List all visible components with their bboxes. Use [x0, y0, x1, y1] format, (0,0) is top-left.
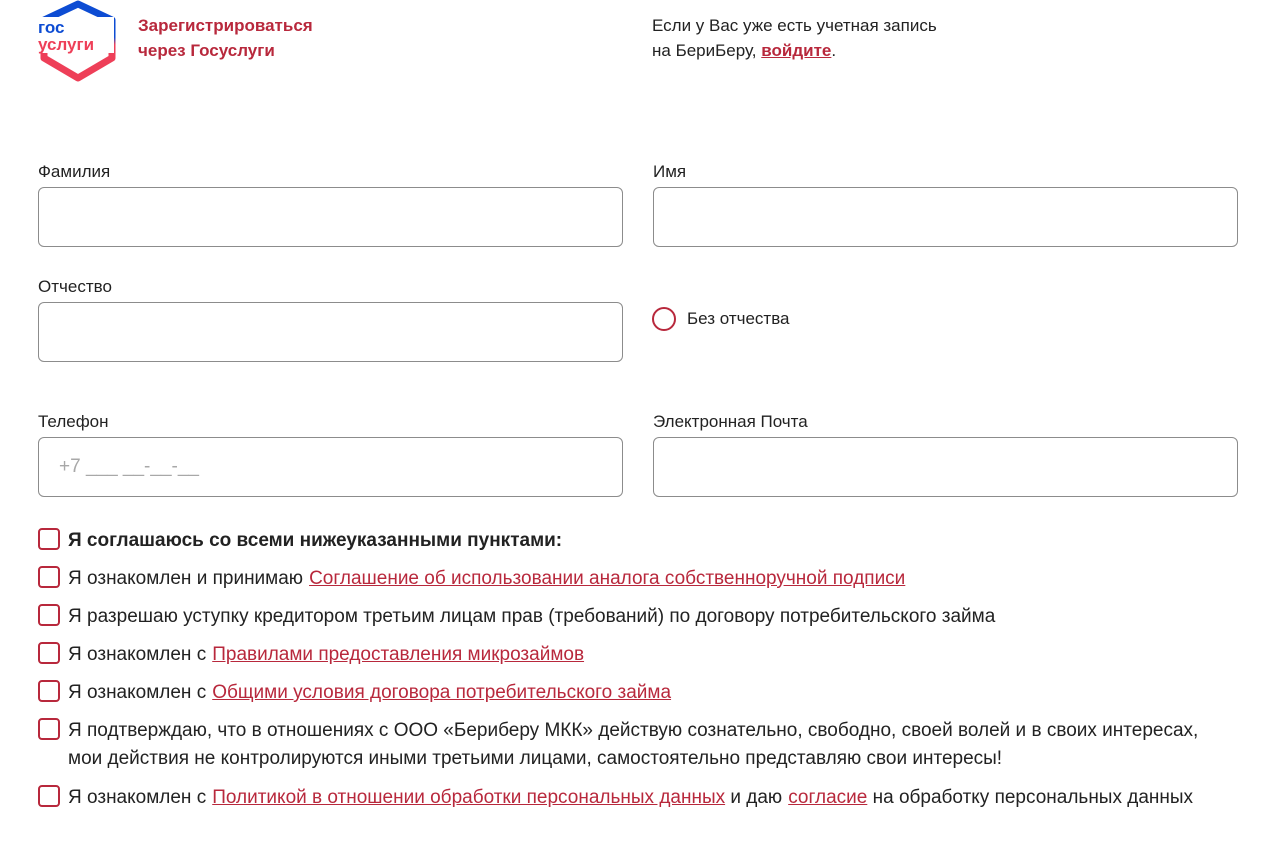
login-note: [652, 13, 952, 63]
consent-link[interactable]: согласие: [788, 787, 868, 808]
patronymic-input[interactable]: [38, 302, 623, 362]
loan-conditions-link[interactable]: Общими условия договора потребительского займа: [212, 682, 672, 703]
gosuslugi-logo[interactable]: [34, 0, 122, 84]
logo-text-top: гос: [38, 18, 65, 37]
last-name-input[interactable]: [38, 187, 623, 247]
agree-signature-row: [38, 565, 1228, 593]
agree-all-row: [38, 527, 1228, 555]
microloan-rules-link[interactable]: Правилами предоставления микрозаймов: [212, 644, 585, 665]
agree-assignment-row: [38, 603, 1228, 631]
email-label: Электронная Почта: [653, 412, 808, 431]
agree-all-text: Я соглашаюсь со всеми нижеуказанными пунктами:: [68, 530, 563, 551]
patronymic-label: Отчество: [38, 277, 112, 296]
agree-personal-data-suffix: на обработку персональных данных: [872, 787, 1194, 808]
agree-conditions-checkbox[interactable]: [38, 680, 60, 702]
first-name-input[interactable]: [653, 187, 1238, 247]
agree-confirm-checkbox[interactable]: [38, 718, 60, 740]
agree-assignment-checkbox[interactable]: [38, 604, 60, 626]
agree-conditions-text: Я ознакомлен с: [68, 682, 207, 703]
login-prompt-text: Если у Вас уже есть учетная запись на БериБеру,: [652, 16, 937, 60]
agree-conditions-row: [38, 679, 1228, 707]
agree-all-checkbox[interactable]: [38, 528, 60, 550]
agree-signature-checkbox[interactable]: [38, 566, 60, 588]
signature-agreement-link[interactable]: Соглашение об использовании аналога собственноручной подписи: [309, 568, 906, 589]
logo-text-bottom: услуги: [38, 35, 95, 54]
agree-personal-data-row: [38, 784, 1228, 812]
login-link[interactable]: войдите: [761, 41, 832, 60]
first-name-label: Имя: [653, 162, 687, 181]
login-suffix: .: [831, 41, 837, 60]
last-name-label: Фамилия: [38, 162, 111, 181]
gosuslugi-logo-icon: [34, 0, 122, 84]
phone-label: Телефон: [38, 412, 109, 431]
agree-signature-text: Я ознакомлен и принимаю: [68, 568, 304, 589]
agree-rules-checkbox[interactable]: [38, 642, 60, 664]
agree-rules-row: [38, 641, 1228, 669]
personal-data-policy-link[interactable]: Политикой в отношении обработки персональных данных: [212, 787, 726, 808]
agree-rules-text: Я ознакомлен с: [68, 644, 207, 665]
agree-confirm-row: [38, 717, 1228, 773]
agree-personal-data-checkbox[interactable]: [38, 785, 60, 807]
agree-confirm-text: Я подтверждаю, что в отношениях с ООО «Бериберу МКК» действую сознательно, свободно, своей волей и в своих интересах, мои действия не контролируются иными третьими лицами, самостоятельно представляю свои интересы!: [68, 720, 1199, 769]
no-patronymic-radio[interactable]: [652, 307, 676, 331]
agree-assignment-text: Я разрешаю уступку кредитором третьим лицам прав (требований) по договору потребительского займа: [68, 606, 996, 627]
agree-personal-data-text: Я ознакомлен с: [68, 787, 207, 808]
email-input[interactable]: [653, 437, 1238, 497]
no-patronymic-label[interactable]: Без отчества: [687, 309, 790, 328]
phone-input[interactable]: [38, 437, 623, 497]
agree-personal-data-middle: и даю: [730, 787, 783, 808]
register-via-gosuslugi-link[interactable]: Зарегистрироваться через Госуслуги: [138, 16, 313, 60]
